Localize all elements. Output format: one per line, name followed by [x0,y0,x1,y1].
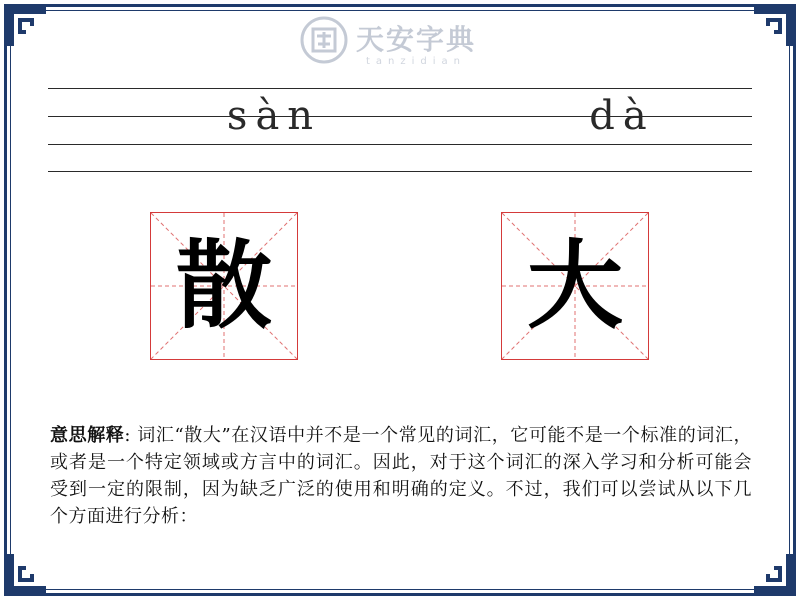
pinyin-staff [48,88,752,172]
corner-ornament-icon [752,552,796,596]
character-grid [501,212,649,360]
corner-ornament-icon [752,4,796,48]
pinyin-syllable: dà [589,93,655,139]
meaning-label: 意思解释 [50,425,125,446]
corner-ornament-icon [4,4,48,48]
staff-line [48,144,752,145]
meaning-text: : 词汇“散大”在汉语中并不是一个常见的词汇，它可能不是一个标准的词汇，或者是一个特定领域或方言中的词汇。因此，对于这个词汇的深入学习和分析可能会受到一定的限制，因为缺乏广泛的使用和明确的定义。不过，我们可以尝试从以下几个方面进行分析： [50,425,753,527]
staff-line [48,171,752,172]
character-grid [150,212,298,360]
logo-subtitle: tanzidian [366,56,467,67]
site-logo [300,12,500,72]
corner-ornament-icon [4,552,48,596]
hanzi-character: 散 [176,230,272,342]
hanzi-character: 大 [527,230,623,342]
meaning-paragraph [50,422,752,530]
logo-name: 天安字典 [356,23,477,56]
pinyin-syllable: sàn [226,93,322,139]
logo-seal-icon [300,16,348,64]
staff-line [48,88,752,89]
